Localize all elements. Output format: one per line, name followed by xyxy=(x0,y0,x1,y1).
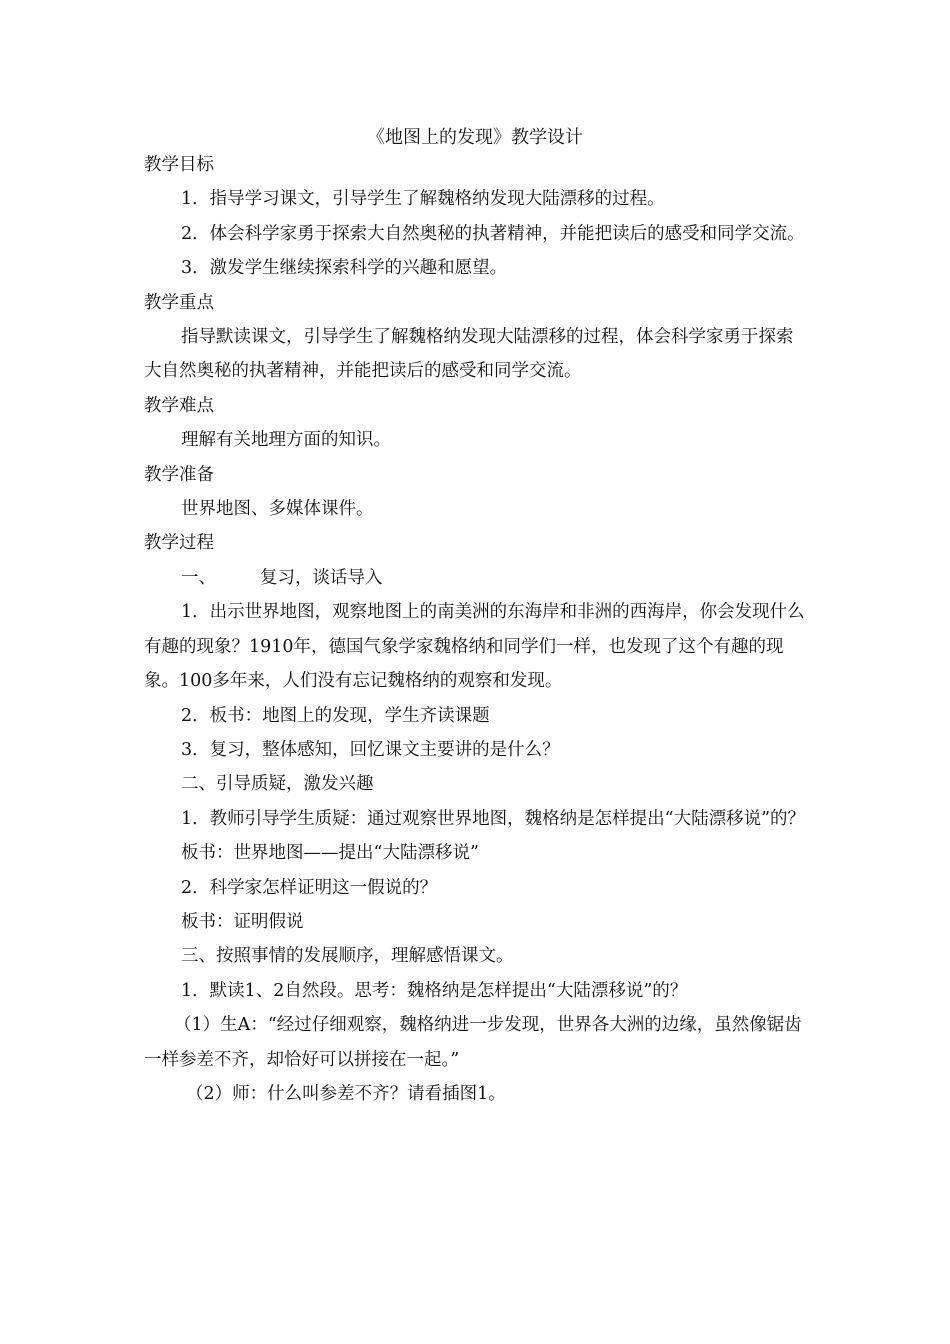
document-body xyxy=(144,148,808,1111)
section2-item: 1．教师引导学生质疑：通过观察世界地图，魏格纳是怎样提出“大陆漂移说”的？ xyxy=(181,808,806,829)
document-title: 《地图上的发现》教学设计 xyxy=(367,127,583,148)
objective-item: 2．体会科学家勇于探索大自然奥秘的执著精神，并能把读后的感受和同学交流。 xyxy=(181,223,805,244)
section2-item: 2．科学家怎样证明这一假说的？ xyxy=(181,877,438,898)
section2-heading: 二、引导质疑，激发兴趣 xyxy=(181,774,374,795)
section1-item: 2．板书：地图上的发现，学生齐读课题 xyxy=(181,705,490,726)
section1-item: 1．出示世界地图，观察地图上的南美洲的东海岸和非洲的西海岸，你会发现什么有趣的现象？1910年，德国气象学家魏格纳和同学们一样，也发现了这个有趣的现象。100多年来，人们没有忘记魏格纳的观察和发现。 xyxy=(144,602,805,692)
heading-preparation: 教学准备 xyxy=(144,464,214,485)
objective-item: 1．指导学习课文，引导学生了解魏格纳发现大陆漂移的过程。 xyxy=(181,189,665,210)
preparation-text: 世界地图、多媒体课件。 xyxy=(181,499,374,520)
section1-title: 复习，谈话导入 xyxy=(260,567,383,588)
objective-item: 3．激发学生继续探索科学的兴趣和愿望。 xyxy=(181,258,508,279)
heading-process: 教学过程 xyxy=(144,533,214,554)
section3-item: 1．默读1、2自然段。思考：魏格纳是怎样提出“大陆漂移说”的？ xyxy=(181,980,688,1001)
section1-heading xyxy=(144,561,808,595)
heading-objectives: 教学目标 xyxy=(144,155,214,175)
difficulties-text: 理解有关地理方面的知识。 xyxy=(181,430,391,451)
heading-difficulties: 教学难点 xyxy=(144,395,214,416)
section1-item: 3．复习，整体感知，回忆课文主要讲的是什么？ xyxy=(181,739,560,760)
section3-heading: 三、按照事情的发展顺序，理解感悟课文。 xyxy=(181,946,514,967)
section2-item: 板书：证明假说 xyxy=(181,911,304,932)
key-points-text: 指导默读课文，引导学生了解魏格纳发现大陆漂移的过程，体会科学家勇于探索大自然奥秘的执著精神，并能把读后的感受和同学交流。 xyxy=(144,327,794,382)
section3-item: （1）生A：“经过仔细观察，魏格纳进一步发现，世界各大洲的边缘，虽然像锯齿一样参差不齐，却恰好可以拼接在一起。” xyxy=(144,1015,802,1070)
section3-item: （2）师：什么叫参差不齐？请看插图1。 xyxy=(186,1083,506,1104)
section2-item: 板书：世界地图——提出“大陆漂移说” xyxy=(181,843,479,864)
heading-key-points: 教学重点 xyxy=(144,292,214,313)
section1-number: 一、 xyxy=(181,567,216,588)
